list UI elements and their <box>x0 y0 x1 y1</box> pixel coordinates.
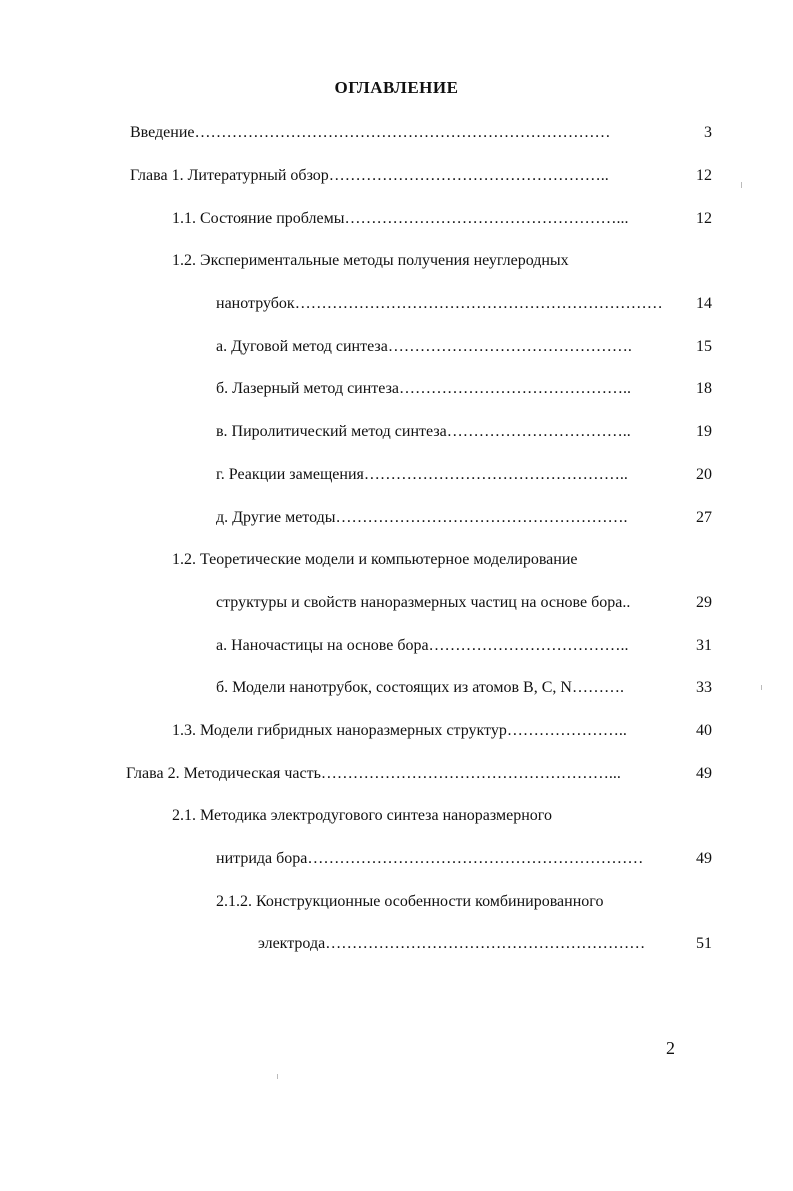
page-number: 2 <box>666 1038 675 1058</box>
toc-entry-page: 40 <box>696 722 712 739</box>
toc-entry-text: структуры и свойств наноразмерных частиц на основе бора.. <box>216 594 631 611</box>
scan-speck <box>761 685 762 690</box>
toc-entry-page: 3 <box>704 124 712 141</box>
toc-entry-text: 1.2. Экспериментальные методы получения неуглеродных <box>172 252 569 269</box>
toc-entry-text: Глава 2. Методическая часть………………………………………………... <box>126 765 621 782</box>
toc-entry-page: 12 <box>696 167 712 184</box>
scan-speck <box>277 1074 278 1079</box>
toc-entry-page: 31 <box>696 637 712 654</box>
toc-entry-text: нитрида бора……………………………………………………… <box>216 850 644 867</box>
toc-entry-text: Введение…………………………………………………………………… <box>130 124 611 141</box>
toc-entry-page: 29 <box>696 594 712 611</box>
toc-entry-page: 20 <box>696 466 712 483</box>
toc-entry-text: а. Наночастицы на основе бора……………………………….. <box>216 637 629 654</box>
toc-entry-text: 1.1. Состояние проблемы……………………………………………... <box>172 210 629 227</box>
toc-entry-text: б. Лазерный метод синтеза…………………………………….. <box>216 380 632 397</box>
scan-speck <box>741 182 742 188</box>
toc-entry-text: а. Дуговой метод синтеза………………………………………. <box>216 338 632 355</box>
toc-entry-page: 51 <box>696 935 712 952</box>
toc-entry-text: г. Реакции замещения………………………………………….. <box>216 466 628 483</box>
toc-entry-text: 1.3. Модели гибридных наноразмерных структур………………….. <box>172 722 627 739</box>
toc-entry-page: 49 <box>696 765 712 782</box>
toc-entry-page: 49 <box>696 850 712 867</box>
toc-entry-text: 2.1. Методика электродугового синтеза наноразмерного <box>172 807 552 824</box>
toc-entry-page: 27 <box>696 509 712 526</box>
toc-entry-text: б. Модели нанотрубок, состоящих из атомов B, C, N………. <box>216 679 624 696</box>
toc-entry-text: Глава 1. Литературный обзор…………………………………………….. <box>130 167 609 184</box>
toc-entry-page: 18 <box>696 380 712 397</box>
toc-entry-text: 2.1.2. Конструкционные особенности комбинированного <box>216 893 604 910</box>
toc-entry-page: 19 <box>696 423 712 440</box>
toc-entry-text: нанотрубок…………………………………………………………… <box>216 295 663 312</box>
toc-entry-text: д. Другие методы………………………………………………. <box>216 509 628 526</box>
toc-entry-page: 14 <box>696 295 712 312</box>
toc-entry-page: 15 <box>696 338 712 355</box>
toc-entry-text: электрода…………………………………………………… <box>258 935 646 952</box>
toc-entry-text: в. Пиролитический метод синтеза…………………………….. <box>216 423 631 440</box>
page-title: ОГЛАВЛЕНИЕ <box>334 78 459 97</box>
toc-entry-text: 1.2. Теоретические модели и компьютерное моделирование <box>172 551 578 568</box>
toc-entry-page: 33 <box>696 679 712 696</box>
toc-entry-page: 12 <box>696 210 712 227</box>
